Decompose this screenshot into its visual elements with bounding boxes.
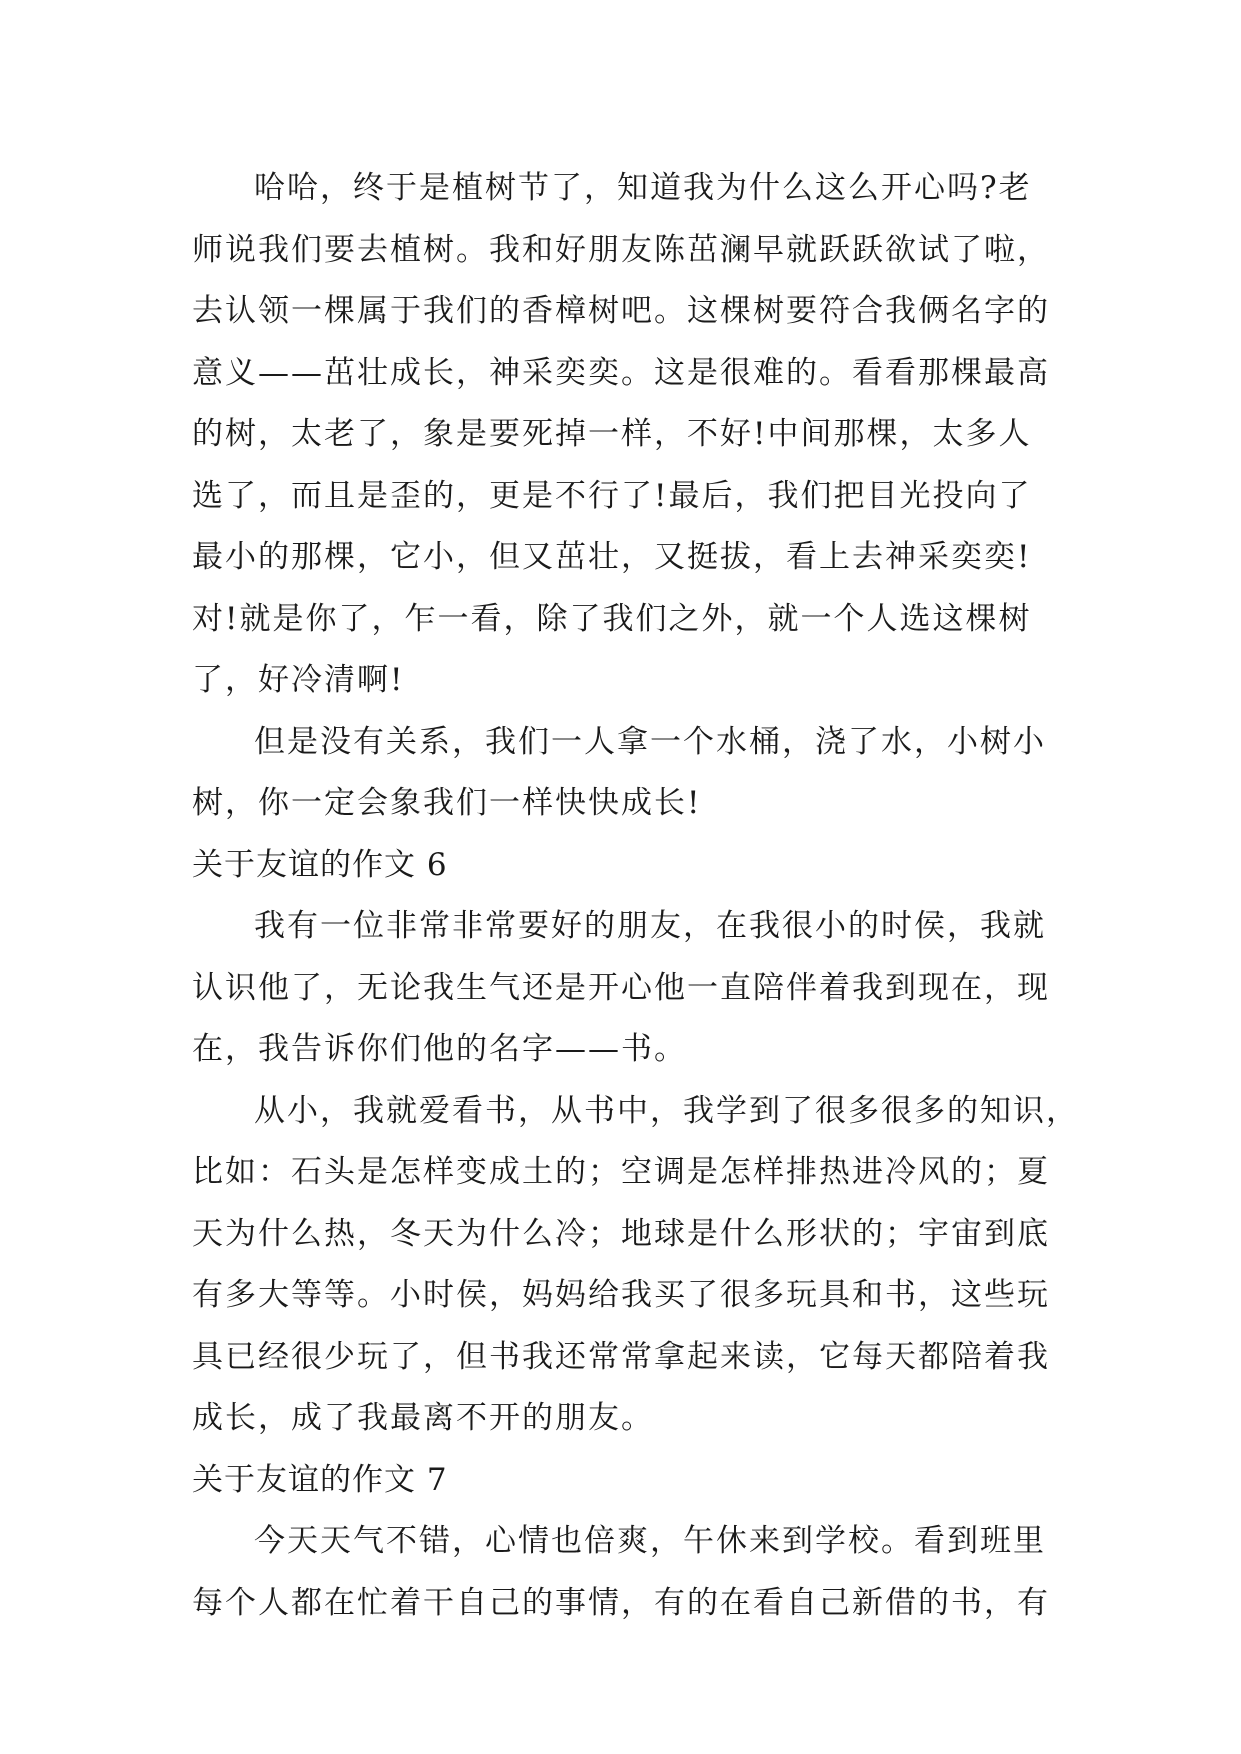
text-line: 比如：石头是怎样变成土的；空调是怎样排热进冷风的；夏 [192, 1154, 1050, 1190]
text-line: 认识他了，无论我生气还是开心他一直陪伴着我到现在，现 [192, 969, 1050, 1006]
text-line: 从小，我就爱看书，从书中，我学到了很多很多的知识， [254, 1092, 1079, 1129]
text-line: 天为什么热，冬天为什么冷；地球是什么形状的；宇宙到底 [192, 1215, 1050, 1252]
section-heading-6 [192, 835, 1062, 897]
paragraph-friend-book [192, 896, 1062, 1081]
text-line: 我有一位非常非常要好的朋友，在我很小的时侯，我就 [254, 908, 1046, 944]
text-line: 树，你一定会象我们一样快快成长! [192, 785, 702, 821]
text-line: 具已经很少玩了，但书我还常常拿起来读，它每天都陪着我 [192, 1338, 1050, 1375]
paragraph-school [192, 1511, 1062, 1634]
text-line: 的树，太老了，象是要死掉一样，不好!中间那棵，太多人 [192, 416, 1032, 452]
text-line: 意义——茁壮成长，神采奕奕。这是很难的。看看那棵最高 [192, 354, 1050, 391]
text-line: 成长，成了我最离不开的朋友。 [192, 1400, 654, 1436]
document-body [192, 158, 1079, 1634]
paragraph-tree-planting [192, 158, 1062, 712]
text-line: 在，我告诉你们他的名字——书。 [192, 1031, 687, 1067]
paragraph-watering [192, 712, 1062, 835]
text-line: 但是没有关系，我们一人拿一个水桶，浇了水，小树小 [254, 723, 1046, 760]
text-line: 去认领一棵属于我们的香樟树吧。这棵树要符合我俩名字的 [192, 293, 1050, 329]
text-line: 最小的那棵，它小，但又茁壮，又挺拔，看上去神采奕奕! [192, 539, 1032, 575]
text-line: 选了，而且是歪的，更是不行了!最后，我们把目光投向了 [192, 477, 1032, 514]
text-line: 有多大等等。小时侯，妈妈给我买了很多玩具和书，这些玩 [192, 1277, 1050, 1313]
text-line: 了，好冷清啊! [192, 662, 405, 698]
paragraph-reading [192, 1081, 1079, 1450]
text-line: 每个人都在忙着干自己的事情，有的在看自己新借的书，有 [192, 1584, 1050, 1621]
text-line: 哈哈，终于是植树节了，知道我为什么这么开心吗?老 [254, 170, 1032, 206]
heading-text: 关于友谊的作文 7 [192, 1461, 448, 1498]
section-heading-7 [192, 1450, 1062, 1512]
text-line: 对!就是你了，乍一看，除了我们之外，就一个人选这棵树 [192, 600, 1032, 637]
heading-text: 关于友谊的作文 6 [192, 846, 448, 883]
text-line: 今天天气不错，心情也倍爽，午休来到学校。看到班里 [254, 1523, 1046, 1559]
text-line: 师说我们要去植树。我和好朋友陈茁澜早就跃跃欲试了啦， [192, 231, 1050, 268]
